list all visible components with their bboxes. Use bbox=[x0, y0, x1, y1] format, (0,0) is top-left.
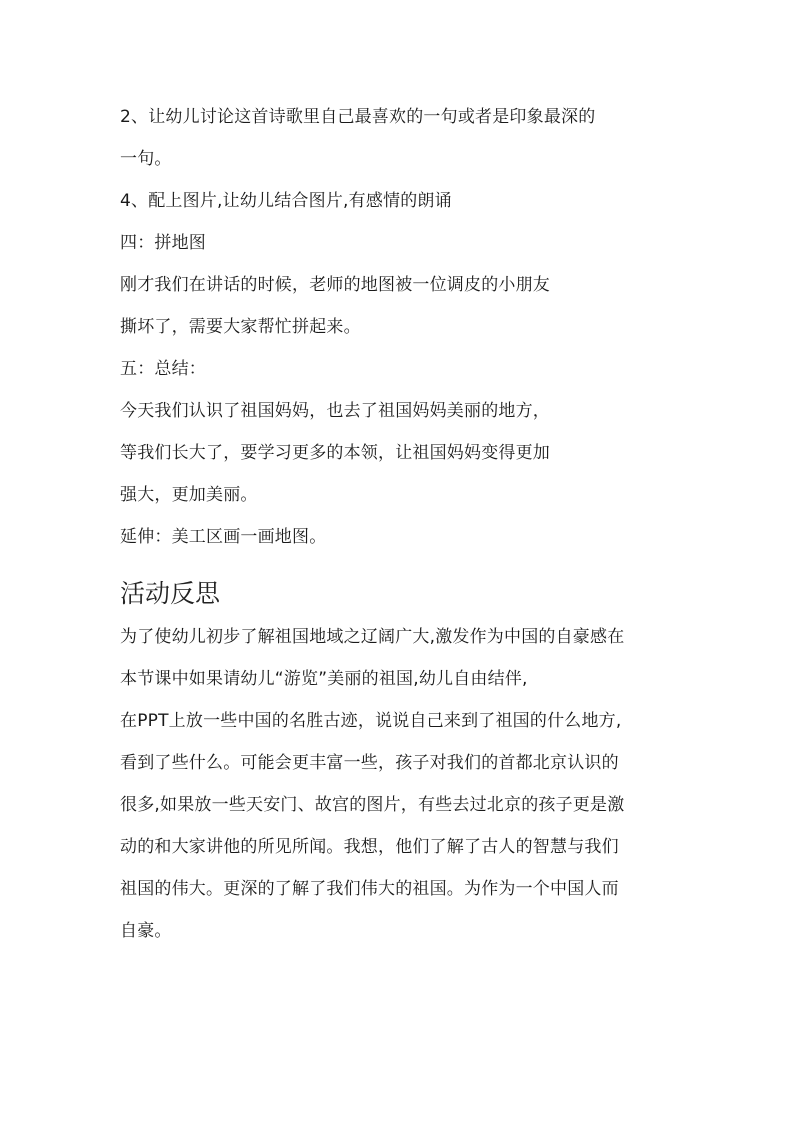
reflection-line-8: 自豪。 bbox=[120, 921, 172, 941]
reflection-line-4: 看到了些什么。可能会更丰富一些，孩子对我们的首都北京认识的 bbox=[120, 753, 619, 773]
text-line-discussion: 2、让幼儿讨论这首诗歌里自己最喜欢的一句或者是印象最深的 bbox=[120, 107, 596, 127]
text-line-summary-2: 等我们长大了，要学习更多的本领，让祖国妈妈变得更加 bbox=[120, 443, 550, 463]
reflection-line-7: 祖国的伟大。更深的了解了我们伟大的祖国。为作为一个中国人而 bbox=[120, 879, 619, 899]
reflection-line-1: 为了使幼儿初步了解祖国地域之辽阔广大,激发作为中国的自豪感在 bbox=[120, 627, 625, 647]
text-line-map-story-cont: 撕坏了，需要大家帮忙拼起来。 bbox=[120, 317, 361, 337]
reflection-line-6: 动的和大家讲他的所见所闻。我想，他们了解了古人的智慧与我们 bbox=[120, 837, 619, 857]
section-title-map-puzzle: 四：拼地图 bbox=[120, 233, 206, 253]
text-line-summary-1: 今天我们认识了祖国妈妈，也去了祖国妈妈美丽的地方， bbox=[120, 401, 550, 421]
reflection-line-2: 本节课中如果请幼儿“游览”美丽的祖国,幼儿自由结伴, bbox=[120, 669, 528, 689]
section-title-summary: 五：总结： bbox=[120, 359, 206, 379]
reflection-line-3: 在PPT上放一些中国的名胜古迹，说说自己来到了祖国的什么地方, bbox=[120, 711, 622, 731]
text-line-discussion-cont: 一句。 bbox=[120, 149, 172, 169]
text-line-recite: 4、配上图片,让幼儿结合图片,有感情的朗诵 bbox=[120, 191, 452, 211]
text-line-summary-3: 强大，更加美丽。 bbox=[120, 485, 258, 505]
reflection-heading: 活动反思 bbox=[120, 579, 221, 608]
text-line-extension: 延伸：美工区画一画地图。 bbox=[120, 527, 327, 547]
text-line-map-story: 刚才我们在讲话的时候，老师的地图被一位调皮的小朋友 bbox=[120, 275, 550, 295]
reflection-line-5: 很多,如果放一些天安门、故宫的图片，有些去过北京的孩子更是激 bbox=[120, 795, 625, 815]
